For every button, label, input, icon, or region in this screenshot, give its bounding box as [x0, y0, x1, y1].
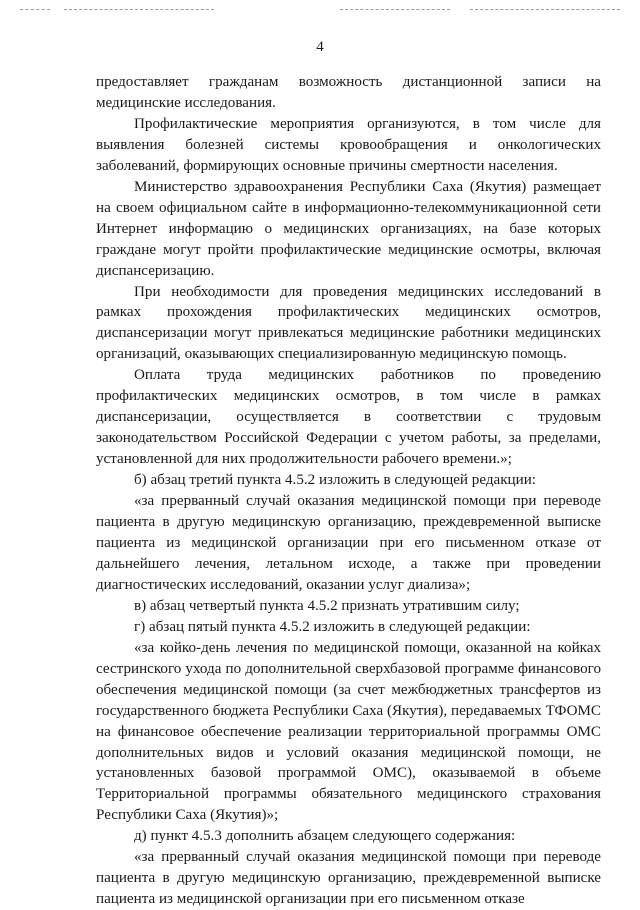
paragraph: «за прерванный случай оказания медицинской помощи при переводе пациента в другую медицинскую организацию, преждевременной выписке пациента из медицинской организации при его письменном отказе от дальнейшего лечения, летальном исходе, а также при проведении диагностических исследований, оказании услуг диализа»; [96, 493, 601, 593]
paragraph: Оплата труда медицинских работников по проведению профилактических медицинских осмотров, в том числе в рамках диспансеризации, осуществляется в соответствии с трудовым законодательством Российской Федерации с учетом работы, за пределами, установленной для них продолжительности рабочего времени.»; [96, 367, 601, 468]
page-number: 4 [316, 39, 324, 55]
paragraph: «за койко-день лечения по медицинской помощи, оказанной на койках сестринского ухода по дополнительной сверхбазовой программе финансового обеспечения медицинской помощи (за счет межбюджетных трансфертов из государственного бюджета Республики Саха (Якутия), передаваемых ТФОМС на финансовое обеспечение реализации территориальной программы ОМС дополнительных видов и условий оказания медицинской помощи, не установленных базовой программой ОМС), оказываемой в объеме Территориальной программы обязательного медицинского страхования Республики Саха (Якутия)»; [96, 639, 601, 824]
paragraph: предоставляет гражданам возможность дистанционной записи на медицинские исследования. [96, 74, 601, 111]
scan-artifact [470, 9, 620, 10]
paragraph: б) абзац третий пункта 4.5.2 изложить в следующей редакции: [134, 472, 536, 489]
paragraph: в) абзац четвертый пункта 4.5.2 признать утратившим силу; [134, 597, 520, 614]
document-body [96, 72, 601, 910]
paragraph: д) пункт 4.5.3 дополнить абзацем следующего содержания: [134, 828, 516, 845]
paragraph: Профилактические мероприятия организуются, в том числе для выявления болезней системы кровообращения и онкологических заболеваний, формирующих основные причины смертности населения. [96, 115, 601, 174]
paragraph: «за прерванный случай оказания медицинской помощи при переводе пациента в другую медицинскую организацию, преждевременной выписке пациента из медицинской организации при его письменном отказе [96, 849, 601, 908]
scan-artifact [20, 9, 50, 10]
scan-artifact [340, 9, 450, 10]
scan-artifact [64, 9, 214, 10]
paragraph: г) абзац пятый пункта 4.5.2 изложить в следующей редакции: [134, 618, 531, 635]
paragraph: Министерство здравоохранения Республики Саха (Якутия) размещает на своем официальном сайте в информационно-телекоммуникационной сети Интернет информацию о медицинских организациях, на базе которых граждане могут пройти профилактические медицинские осмотры, включая диспансеризацию. [96, 178, 601, 279]
paragraph: При необходимости для проведения медицинских исследований в рамках прохождения профилактических медицинских осмотров, диспансеризации могут привлекаться медицинские работники медицинских организаций, оказывающих специализированную медицинскую помощь. [96, 283, 601, 363]
